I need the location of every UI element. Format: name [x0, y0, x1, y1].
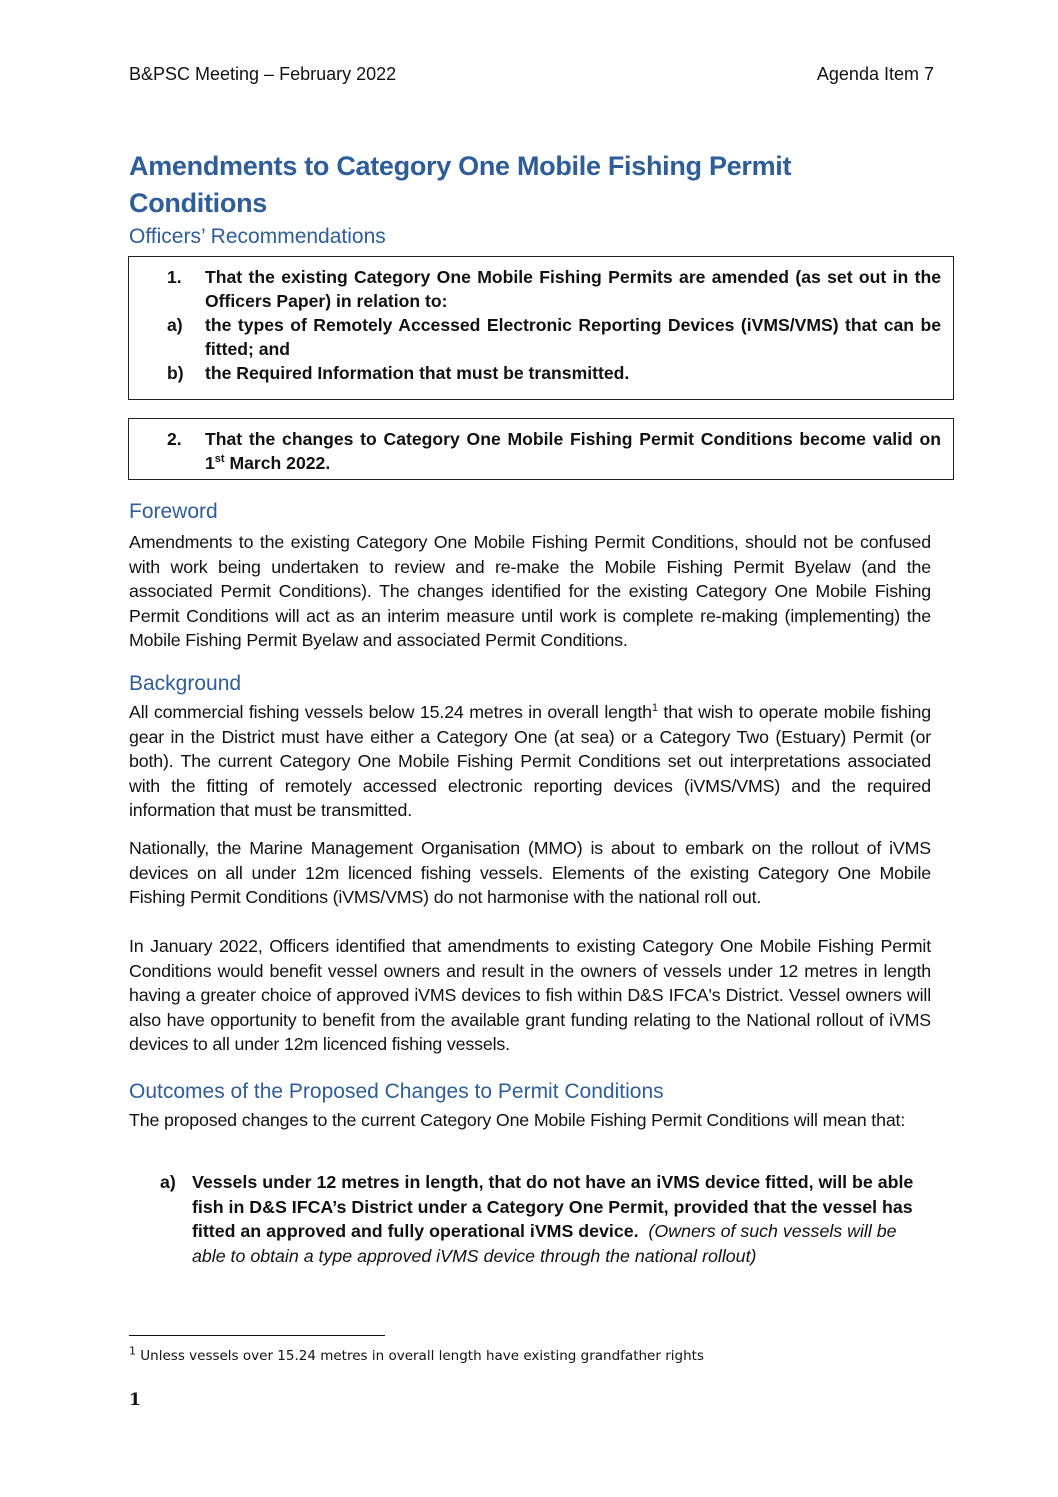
- outcome-text: Vessels under 12 metres in length, that do not have an iVMS device fitted, will be able fish in D&S IFCA’s District under a Category One Permit, provided that the vessel has fitted an approved and fully operational iVMS device. (Owners of such vessels will be able to obtain a type approved iVMS device through the national rollout): [192, 1172, 914, 1266]
- recommendation-item: [167, 313, 941, 361]
- document-title: Amendments to Category One Mobile Fishing Permit Conditions: [129, 151, 792, 218]
- foreword-heading: Foreword: [129, 500, 218, 523]
- outcomes-intro: The proposed changes to the current Category One Mobile Fishing Permit Conditions will mean that:: [129, 1110, 906, 1130]
- recommendation-text: That the changes to Category One Mobile Fishing Permit Conditions become valid on 1st March 2022.: [205, 429, 941, 473]
- outcome-label: a): [160, 1172, 176, 1192]
- footnote-separator: [129, 1335, 385, 1336]
- background-heading: Background: [129, 672, 242, 695]
- recommendation-text: the types of Remotely Accessed Electronic Reporting Devices (iVMS/VMS) that can be fitted; and: [205, 315, 941, 359]
- background-paragraph-3: In January 2022, Officers identified that amendments to existing Category One Mobile Fishing Permit Conditions would benefit vessel owners and result in the owners of vessels under 12 metres in length having a greater choice of approved iVMS devices to fish within D&S IFCA's District. Vessel owners will also have opportunity to benefit from the available grant funding relating to the National rollout of iVMS devices to all under 12m licenced fishing vessels.: [129, 936, 931, 1054]
- recommendation-item: [167, 361, 941, 385]
- footnote: $^1$ Unless vessels over 15.24 metres in overall length have existing grandfather rights: [129, 1344, 704, 1364]
- recommendation-label: b): [167, 363, 184, 383]
- footnote-reference: 1: [651, 702, 658, 715]
- background-paragraph-2: Nationally, the Marine Management Organisation (MMO) is about to embark on the rollout of iVMS devices on all under 12m licenced fishing vessels. Elements of the existing Category One Mobile Fishing Permit Conditions (iVMS/VMS) do not harmonise with the national roll out.: [129, 838, 931, 907]
- running-header-left: B&PSC Meeting – February 2022: [129, 64, 397, 84]
- recommendation-label: 1.: [167, 267, 182, 287]
- recommendations-heading: Officers’ Recommendations: [129, 225, 386, 248]
- recommendation-label: a): [167, 315, 183, 335]
- recommendation-box-1: [128, 256, 954, 400]
- recommendation-label: 2.: [167, 429, 182, 449]
- background-paragraph-1: All commercial fishing vessels below 15.24 metres in overall length$^1$ that wish to operate mobile fishing gear in the District must have either a Category One (at sea) or a Category Two (Estuary) Permit (or both). The current Category One Mobile Fishing Permit Conditions set out interpretations associated with the fitting of remotely accessed electronic reporting devices (iVMS/VMS) and the required information that must be transmitted.: [129, 702, 931, 820]
- recommendation-item: [167, 265, 941, 313]
- outcomes-heading: Outcomes of the Proposed Changes to Permit Conditions: [129, 1080, 664, 1103]
- outcome-item-a: [160, 1170, 932, 1268]
- recommendation-item: [167, 427, 941, 475]
- recommendation-box-2: [128, 418, 954, 480]
- ordinal-suffix: st: [214, 453, 225, 466]
- page-number: 1: [129, 1390, 141, 1410]
- foreword-paragraph: Amendments to the existing Category One Mobile Fishing Permit Conditions, should not be confused with work being undertaken to review and re-make the Mobile Fishing Permit Byelaw (and the associated Permit Conditions). The changes identified for the existing Category One Mobile Fishing Permit Conditions will act as an interim measure until work is complete re-making (implementing) the Mobile Fishing Permit Byelaw and associated Permit Conditions.: [129, 532, 931, 650]
- recommendation-text: the Required Information that must be transmitted.: [205, 363, 630, 383]
- recommendation-text: That the existing Category One Mobile Fishing Permits are amended (as set out in the Officers Paper) in relation to:: [205, 267, 941, 311]
- running-header-right: Agenda Item 7: [816, 64, 934, 84]
